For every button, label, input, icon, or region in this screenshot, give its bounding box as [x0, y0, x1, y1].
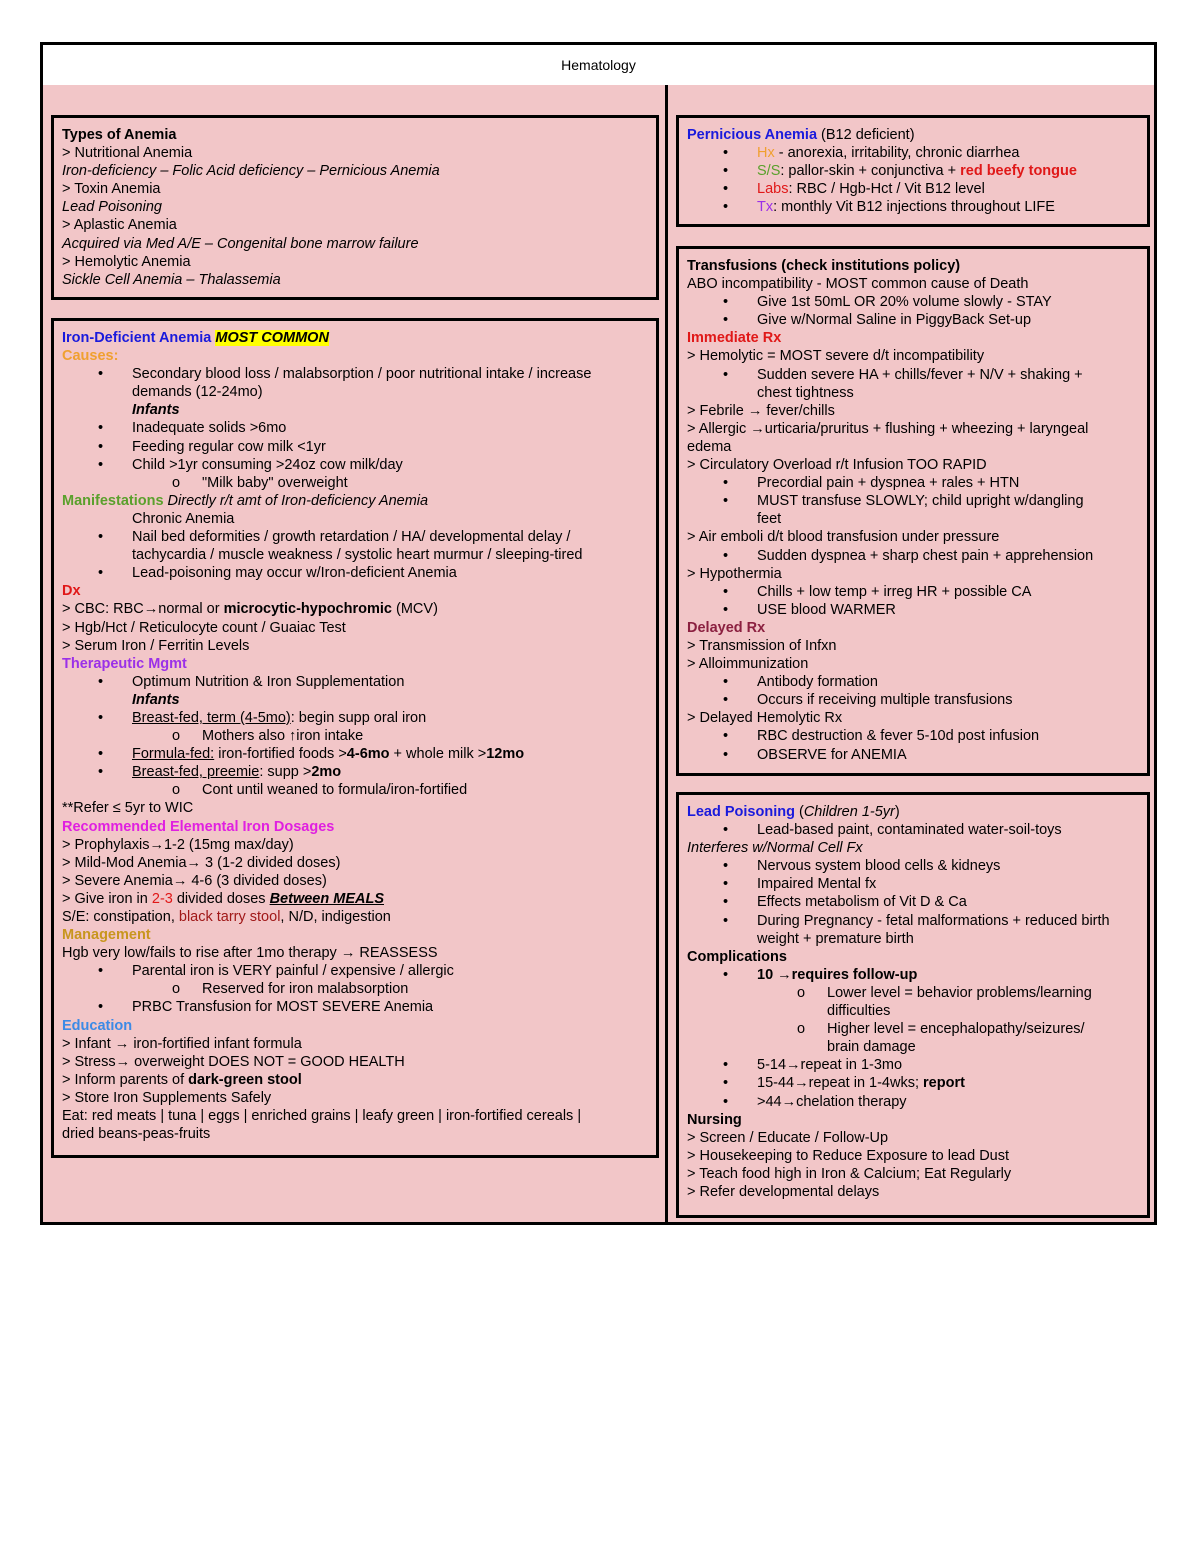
side-effects: S/E: constipation,: [62, 909, 179, 925]
causes-heading: Causes:: [62, 348, 119, 365]
transfusion-item: > Hypothermia: [687, 565, 782, 582]
tx-text: : monthly Vit B12 injections throughout LIFE: [773, 199, 1055, 216]
therapy-item-bold: 12mo: [486, 746, 525, 763]
transfusion-item: > Alloimmunization: [687, 656, 809, 673]
manifestation-item: Lead-poisoning may occur w/Iron-deficient Anemia: [132, 565, 457, 582]
therapy-item-bold: 4-6mo: [346, 746, 390, 763]
lead-item-bold: 10 →requires follow-up: [757, 966, 918, 983]
pernicious-title: Pernicious Anemia: [687, 127, 818, 143]
types-line: Iron-deficiency – Folic Acid deficiency – Pernicious Anemia: [62, 163, 440, 180]
transfusion-item: Precordial pain + dyspnea + rales + HTN: [757, 475, 1020, 492]
hx-label: Hx: [757, 145, 775, 162]
transfusion-item: OBSERVE for ANEMIA: [757, 746, 907, 763]
therapy-item: : supp >: [259, 764, 312, 781]
dx-item: > Hgb/Hct / Reticulocyte count / Guaiac Test: [62, 619, 346, 636]
page-header: [43, 45, 1154, 88]
left-column: [43, 85, 668, 1222]
lead-item: During Pregnancy - fetal malformations + reduced birth: [757, 912, 1110, 929]
education-heading: Education: [62, 1017, 133, 1034]
manifestation-item-cont: tachycardia / muscle weakness / systolic heart murmur / sleeping-tired: [132, 547, 583, 564]
lead-item-cont: weight + premature birth: [757, 930, 914, 947]
dosage-item: > Give iron in: [62, 890, 152, 907]
transfusion-item: ABO incompatibility - MOST common cause of Death: [687, 276, 1029, 293]
education-item: > Stress→ overweight DOES NOT = GOOD HEALTH: [62, 1053, 405, 1070]
lead-interferes-label: Interferes w/Normal Cell Fx: [687, 840, 863, 857]
therapy-item: Optimum Nutrition & Iron Supplementation: [132, 673, 405, 690]
therapeutic-heading: Therapeutic Mgmt: [62, 655, 187, 672]
types-line: > Nutritional Anemia: [62, 145, 193, 162]
dosage-item: > Prophylaxis→1-2 (15mg max/day): [62, 836, 294, 853]
dosage-item-emph: Between MEALS: [269, 890, 384, 907]
types-title: Types of Anemia: [62, 127, 177, 143]
types-line: > Toxin Anemia: [62, 181, 161, 198]
transfusions-title: Transfusions (check institutions policy): [687, 258, 961, 274]
dosage-item-red: 2-3: [151, 890, 173, 907]
transfusion-item-cont: feet: [757, 511, 782, 528]
transfusion-item: Chills + low temp + irreg HR + possible CA: [757, 583, 1032, 600]
lead-subitem-cont: difficulties: [827, 1003, 891, 1020]
education-item: dried beans-peas-fruits: [62, 1126, 211, 1143]
types-line: > Aplastic Anemia: [62, 217, 177, 234]
lead-subtitle: Children 1-5yr: [803, 804, 895, 820]
manifestations-heading: Manifestations: [62, 492, 164, 509]
education-item: Eat: red meats | tuna | eggs | enriched grains | leafy green | iron-fortified cereals |: [62, 1108, 582, 1125]
lead-item: Nervous system blood cells & kidneys: [757, 858, 1001, 875]
right-column: [668, 85, 1154, 1222]
transfusion-item: Occurs if receiving multiple transfusions: [757, 692, 1013, 709]
lead-item: Impaired Mental fx: [757, 876, 877, 893]
transfusion-item: USE blood WARMER: [757, 601, 896, 618]
education-item: > Infant → iron-fortified infant formula: [62, 1035, 302, 1052]
education-item-bold: dark-green stool: [188, 1071, 302, 1088]
dx-item: > CBC: RBC→normal or: [62, 601, 224, 618]
education-item: > Store Iron Supplements Safely: [62, 1089, 272, 1106]
transfusion-item: > Air emboli d/t blood transfusion under pressure: [687, 529, 1000, 546]
nursing-item: > Housekeeping to Reduce Exposure to lead Dust: [687, 1147, 1010, 1164]
dosage-item: divided doses: [172, 890, 270, 907]
dosage-item: > Severe Anemia→ 4-6 (3 divided doses): [62, 872, 327, 889]
ss-red-text: red beefy tongue: [960, 163, 1077, 180]
cause-item: Feeding regular cow milk <1yr: [132, 438, 326, 455]
types-line: Lead Poisoning: [62, 199, 162, 216]
dx-heading: Dx: [62, 583, 81, 600]
transfusion-item: > Allergic →urticaria/pruritus + flushing + wheezing + laryngeal: [687, 420, 1089, 437]
therapy-item: iron-fortified foods >: [214, 746, 347, 763]
cause-subitem: "Milk baby" overweight: [202, 474, 348, 491]
manifestation-item: Chronic Anemia: [132, 510, 235, 527]
manifestation-item: Nail bed deformities / growth retardation / HA/ developmental delay /: [132, 529, 571, 546]
transfusion-item: Sudden dyspnea + sharp chest pain + apprehension: [757, 547, 1094, 564]
nursing-item: > Screen / Educate / Follow-Up: [687, 1129, 889, 1146]
iron-title: Iron-Deficient Anemia: [62, 330, 212, 346]
lead-subitem-cont: brain damage: [827, 1039, 916, 1056]
management-subitem: Reserved for iron malabsorption: [202, 981, 409, 998]
lead-poisoning-box: Lead Poisoning (Children 1-5yr) • Lead-based paint, contaminated water-soil-toys Interferes w/Normal Cell Fx • Nervous system blood cells & kidneys • Impaired Mental fx • Effects metabolism of Vit D & Ca • During Pregnancy - fetal malformations + reduced birth weight + premature birth Complications • 10 →requires follow-up o Lower level = behavior problems/learning difficulties o Higher level = encephalopathy/seizures/ brain damage • 5-14→repeat in 1-3mo • 15-44→repeat in 1-4wks; report • >44→chelation therapy Nursing > Screen / Educate / Follow-Up > Housekeeping to Reduce Exposure to lead Dust > Teach food high in Iron & Calcium; Eat Regularly > Refer developmental delays: [676, 792, 1150, 1218]
ss-text: : pallor-skin + conjunctiva +: [780, 163, 961, 180]
transfusion-item: MUST transfuse SLOWLY; child upright w/dangling: [757, 493, 1084, 510]
transfusion-item: > Hemolytic = MOST severe d/t incompatibility: [687, 348, 985, 365]
hx-text: - anorexia, irritability, chronic diarrhea: [774, 145, 1020, 162]
therapy-item: + whole milk >: [389, 746, 487, 763]
transfusion-item: Sudden severe HA + chills/fever + N/V + shaking +: [757, 366, 1083, 383]
transfusion-item: > Transmission of Infxn: [687, 637, 837, 654]
nursing-item: > Refer developmental delays: [687, 1183, 880, 1200]
lead-item: Effects metabolism of Vit D & Ca: [757, 894, 967, 911]
infants-label: Infants: [132, 402, 180, 419]
cause-item: Inadequate solids >6mo: [132, 420, 287, 437]
transfusion-item: Give 1st 50mL OR 20% volume slowly - STAY: [757, 294, 1052, 311]
therapy-item: : begin supp oral iron: [290, 709, 427, 726]
lead-item: 5-14→repeat in 1-3mo: [757, 1057, 903, 1074]
types-of-anemia-box: [51, 115, 659, 300]
transfusion-item: RBC destruction & fever 5-10d post infusion: [757, 728, 1040, 745]
most-common-badge: MOST COMMON: [215, 330, 329, 346]
types-line: > Hemolytic Anemia: [62, 253, 191, 270]
page-title: Hematology: [561, 57, 636, 73]
transfusion-item: > Circulatory Overload r/t Infusion TOO RAPID: [687, 457, 987, 474]
nursing-heading: Nursing: [687, 1111, 742, 1128]
dx-item-bold: microcytic-hypochromic: [223, 601, 392, 618]
lead-item: >44→chelation therapy: [757, 1093, 907, 1110]
delayed-rx-heading: Delayed Rx: [687, 619, 766, 636]
transfusion-item: > Delayed Hemolytic Rx: [687, 710, 843, 727]
complications-heading: Complications: [687, 948, 787, 965]
cause-item: Child >1yr consuming >24oz cow milk/day: [132, 456, 403, 473]
types-line: Sickle Cell Anemia – Thalassemia: [62, 271, 281, 288]
transfusion-item: Give w/Normal Saline in PiggyBack Set-up: [757, 312, 1032, 329]
management-item: Hgb very low/fails to rise after 1mo therapy → REASSESS: [62, 945, 438, 962]
cause-item: Secondary blood loss / malabsorption / poor nutritional intake / increase: [132, 366, 592, 383]
types-line: Acquired via Med A/E – Congenital bone marrow failure: [62, 235, 419, 252]
lead-item: Lead-based paint, contaminated water-soil-toys: [757, 822, 1062, 839]
therapy-item-underlined: Breast-fed, term (4-5mo): [132, 709, 291, 726]
labs-text: : RBC / Hgb-Hct / Vit B12 level: [788, 181, 985, 198]
education-item: > Inform parents of: [62, 1071, 189, 1088]
lead-item-bold: report: [923, 1075, 965, 1092]
dx-item: > Serum Iron / Ferritin Levels: [62, 637, 250, 654]
therapy-item-underlined: Formula-fed:: [132, 746, 215, 763]
management-item: PRBC Transfusion for MOST SEVERE Anemia: [132, 999, 434, 1016]
immediate-rx-heading: Immediate Rx: [687, 330, 782, 347]
dosage-item: > Mild-Mod Anemia→ 3 (1-2 divided doses): [62, 854, 341, 871]
labs-label: Labs: [757, 181, 789, 198]
therapy-subitem: Mothers also ↑iron intake: [202, 728, 364, 745]
lead-subitem: Lower level = behavior problems/learning: [827, 984, 1092, 1001]
transfusion-item-cont: edema: [687, 438, 732, 455]
document-frame: [40, 42, 1157, 1225]
therapy-item-bold: 2mo: [311, 764, 342, 781]
management-item: Parental iron is VERY painful / expensive / allergic: [132, 963, 454, 980]
pernicious-subtitle: (B12 deficient): [817, 127, 915, 143]
dx-item-tail: (MCV): [391, 601, 438, 618]
cause-item-cont: demands (12-24mo): [132, 384, 263, 401]
transfusions-box: Transfusions (check institutions policy) ABO incompatibility - MOST common cause of Death • Give 1st 50mL OR 20% volume slowly - STAY • Give w/Normal Saline in PiggyBack Set-up Immediate Rx > Hemolytic = MOST severe d/t incompatibility • Sudden severe HA + chills/fever + N/V + shaking + chest tightness > Febrile → fever/chills > Allergic →urticaria/pruritus + flushing + wheezing + laryngeal edema > Circulatory Overload r/t Infusion TOO RAPID • Precordial pain + dyspnea + rales + HTN • MUST transfuse SLOWLY; child upright w/dangling feet > Air emboli d/t blood transfusion under pressure • Sudden dyspnea + sharp chest pain + apprehension > Hypothermia • Chills + low temp + irreg HR + possible CA • USE blood WARMER Delayed Rx > Transmission of Infxn > Alloimmunization • Antibody formation • Occurs if receiving multiple transfusions > Delayed Hemolytic Rx • RBC destruction & fever 5-10d post infusion • OBSERVE for ANEMIA: [676, 246, 1150, 776]
tx-label: Tx: [757, 199, 774, 216]
therapy-item-underlined: Breast-fed, preemie: [132, 764, 260, 781]
lead-title: Lead Poisoning: [687, 804, 795, 820]
transfusion-item: Antibody formation: [757, 674, 878, 691]
transfusion-item: > Febrile → fever/chills: [687, 402, 835, 419]
iron-deficient-anemia-box: Iron-Deficient Anemia MOST COMMON Causes: • Secondary blood loss / malabsorption / poor nutritional intake / increase demands (12-24mo) Infants • Inadequate solids >6mo • Feeding regular cow milk <1yr • Child >1yr consuming >24oz cow milk/day o "Milk baby" overweight Manifestations Directly r/t amt of Iron-deficiency Anemia Chronic Anemia • Nail bed deformities / growth retardation / HA/ developmental delay / tachycardia / muscle weakness / systolic heart murmur / sleeping-tired • Lead-poisoning may occur w/Iron-deficient Anemia Dx > CBC: RBC→normal or microcytic-hypochromic (MCV) > Hgb/Hct / Reticulocyte count / Guaiac Test > Serum Iron / Ferritin Levels Therapeutic Mgmt • Optimum Nutrition & Iron Supplementation Infants • Breast-fed, term (4-5mo): begin supp oral iron o Mothers also ↑iron intake • Formula-fed: iron-fortified foods >4-6mo + whole milk >12mo • Breast-fed, preemie: supp >2mo o Cont until weaned to formula/iron-fortified **Refer ≤ 5yr to WIC Recommended Elemental Iron Dosages > Prophylaxis→1-2 (15mg max/day) > Mild-Mod Anemia→ 3 (1-2 divided doses) > Severe Anemia→ 4-6 (3 divided doses) > Give iron in 2-3 divided doses Between MEALS S/E: constipation, black tarry stool, N/D, indigestion Management Hgb very low/fails to rise after 1mo therapy → REASSESS • Parental iron is VERY painful / expensive / allergic o Reserved for iron malabsorption • PRBC Transfusion for MOST SEVERE Anemia Education > Infant → iron-fortified infant formula > Stress→ overweight DOES NOT = GOOD HEALTH > Inform parents of dark-green stool > Store Iron Supplements Safely Eat: red meats | tuna | eggs | enriched grains | leafy green | iron-fortified cereals | dried beans-peas-fruits: [51, 318, 659, 1158]
pernicious-anemia-box: Pernicious Anemia (B12 deficient) • Hx - anorexia, irritability, chronic diarrhea • S/S: pallor-skin + conjunctiva + red beefy tongue • Labs: RBC / Hgb-Hct / Vit B12 level • Tx: monthly Vit B12 injections throughout LIFE: [676, 115, 1150, 227]
nursing-item: > Teach food high in Iron & Calcium; Eat Regularly: [687, 1165, 1012, 1182]
lead-subitem: Higher level = encephalopathy/seizures/: [827, 1021, 1085, 1038]
side-effects-red: black tarry stool: [178, 909, 281, 925]
lead-item: 15-44→repeat in 1-4wks;: [757, 1075, 924, 1092]
infants-label: Infants: [132, 691, 180, 708]
ss-label: S/S: [757, 163, 781, 180]
management-heading: Management: [62, 927, 151, 944]
refer-note: **Refer ≤ 5yr to WIC: [62, 800, 194, 817]
dosage-heading: Recommended Elemental Iron Dosages: [62, 818, 335, 835]
manifestations-note: Directly r/t amt of Iron-deficiency Anemia: [167, 492, 429, 509]
transfusion-item-cont: chest tightness: [757, 384, 854, 401]
side-effects: , N/D, indigestion: [280, 909, 391, 925]
therapy-subitem: Cont until weaned to formula/iron-fortified: [202, 782, 468, 799]
